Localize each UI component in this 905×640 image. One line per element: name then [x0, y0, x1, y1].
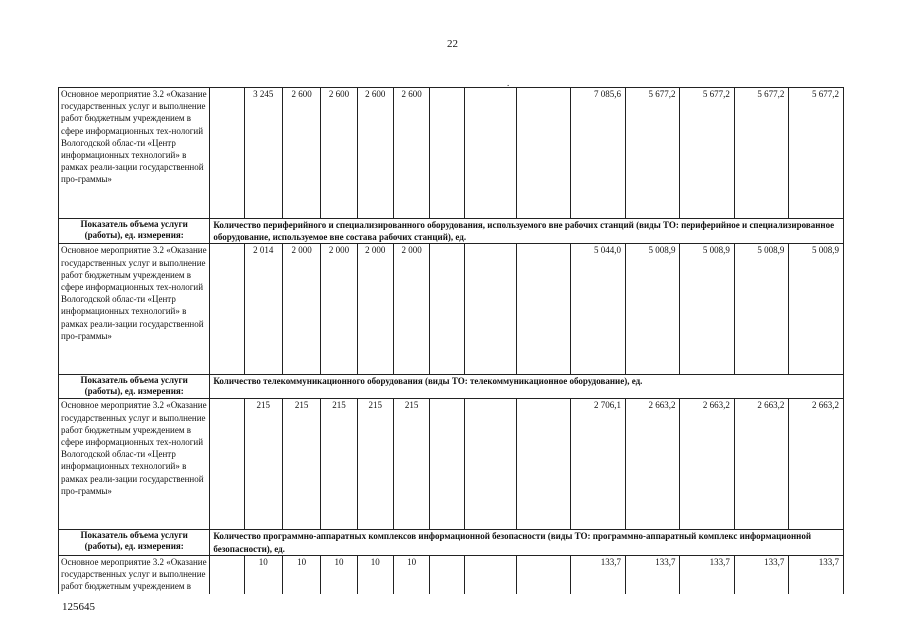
empty-cell [210, 88, 244, 219]
volume-cell: 215 [244, 399, 282, 530]
volume-cell: 2 600 [282, 88, 320, 219]
finance-cell: 133,7 [734, 555, 788, 594]
indicator-text: Количество периферийного и специализированного оборудования, используемого вне рабочих станций (виды ТО: периферийное и специализированное оборудование, используемое вне состава рабочих станций), ед. [210, 219, 844, 244]
finance-cell: 133,7 [680, 555, 734, 594]
finance-cell: 5 044,0 [571, 244, 625, 375]
program-table-wrap [58, 87, 844, 594]
indicator-row [59, 219, 844, 244]
empty-cell [210, 399, 244, 530]
volume-cell: 215 [357, 399, 393, 530]
measure-row [59, 555, 844, 594]
finance-cell: 5 008,9 [680, 244, 734, 375]
finance-cell: 5 677,2 [734, 88, 788, 219]
volume-cell: 10 [244, 555, 282, 594]
page-number: 22 [447, 38, 458, 50]
indicator-row [59, 530, 844, 555]
empty-cell [464, 399, 516, 530]
volume-cell: 10 [321, 555, 357, 594]
measure-row [59, 399, 844, 530]
indicator-label: Показатель объема услуги (работы), ед. измерения: [59, 375, 210, 399]
empty-cell [430, 244, 464, 375]
volume-cell: 10 [357, 555, 393, 594]
finance-cell: 7 085,6 [571, 88, 625, 219]
volume-cell: 2 600 [357, 88, 393, 219]
empty-cell [464, 88, 516, 219]
empty-cell [516, 88, 570, 219]
volume-cell: 2 000 [282, 244, 320, 375]
finance-cell: 2 706,1 [571, 399, 625, 530]
measure-label: Основное мероприятие 3.2 «Оказание государственных услуг и выполнение работ бюджетным учреждением в [59, 555, 210, 594]
finance-cell: 5 677,2 [625, 88, 679, 219]
volume-cell: 2 014 [244, 244, 282, 375]
volume-cell: 10 [282, 555, 320, 594]
finance-cell: 133,7 [789, 555, 844, 594]
volume-cell: 3 245 [244, 88, 282, 219]
finance-cell: 2 663,2 [625, 399, 679, 530]
volume-cell: 2 000 [321, 244, 357, 375]
empty-cell [464, 244, 516, 375]
finance-cell: 133,7 [571, 555, 625, 594]
program-table-body [59, 88, 844, 595]
empty-cell [516, 399, 570, 530]
volume-cell: 10 [393, 555, 429, 594]
measure-row [59, 244, 844, 375]
empty-cell [464, 555, 516, 594]
finance-cell: 5 677,2 [680, 88, 734, 219]
finance-cell: 2 663,2 [789, 399, 844, 530]
empty-cell [210, 244, 244, 375]
volume-cell: 2 600 [321, 88, 357, 219]
empty-cell [430, 399, 464, 530]
finance-cell: 5 008,9 [734, 244, 788, 375]
measure-label: Основное мероприятие 3.2 «Оказание государственных услуг и выполнение работ бюджетным учреждением в сфере информационных тех-нологий Вологодской облас-ти «Центр информационных технологий» в рамках реали-зации государственной про-граммы» [59, 399, 210, 530]
empty-cell [210, 555, 244, 594]
volume-cell: 2 000 [357, 244, 393, 375]
measure-label: Основное мероприятие 3.2 «Оказание государственных услуг и выполнение работ бюджетным учреждением в сфере информационных тех-нологий Вологодской облас-ти «Центр информационных технологий» в рамках реали-зации государственной про-граммы» [59, 244, 210, 375]
finance-cell: 5 677,2 [789, 88, 844, 219]
footer-code: 125645 [62, 601, 95, 613]
indicator-label: Показатель объема услуги (работы), ед. измерения: [59, 219, 210, 244]
finance-cell: 2 663,2 [680, 399, 734, 530]
indicator-label: Показатель объема услуги (работы), ед. измерения: [59, 530, 210, 555]
program-table [58, 87, 844, 594]
indicator-text: Количество телекоммуникационного оборудования (виды ТО: телекоммуникационное оборудование), ед. [210, 375, 844, 399]
volume-cell: 215 [321, 399, 357, 530]
indicator-row [59, 375, 844, 399]
finance-cell: 5 008,9 [625, 244, 679, 375]
measure-row [59, 88, 844, 219]
empty-cell [430, 88, 464, 219]
measure-label: Основное мероприятие 3.2 «Оказание государственных услуг и выполнение работ бюджетным учреждением в сфере информационных тех-нологий Вологодской облас-ти «Центр информационных технологий» в рамках реали-зации государственной про-граммы» [59, 88, 210, 219]
indicator-text: Количество программно-аппаратных комплексов информационной безопасности (виды ТО: программно-аппаратный комплекс информационной безопасности), ед. [210, 530, 844, 555]
volume-cell: 215 [393, 399, 429, 530]
volume-cell: 2 000 [393, 244, 429, 375]
empty-cell [430, 555, 464, 594]
finance-cell: 2 663,2 [734, 399, 788, 530]
volume-cell: 2 600 [393, 88, 429, 219]
empty-cell [516, 555, 570, 594]
empty-cell [516, 244, 570, 375]
stray-dot: . [507, 78, 510, 88]
volume-cell: 215 [282, 399, 320, 530]
finance-cell: 5 008,9 [789, 244, 844, 375]
finance-cell: 133,7 [625, 555, 679, 594]
